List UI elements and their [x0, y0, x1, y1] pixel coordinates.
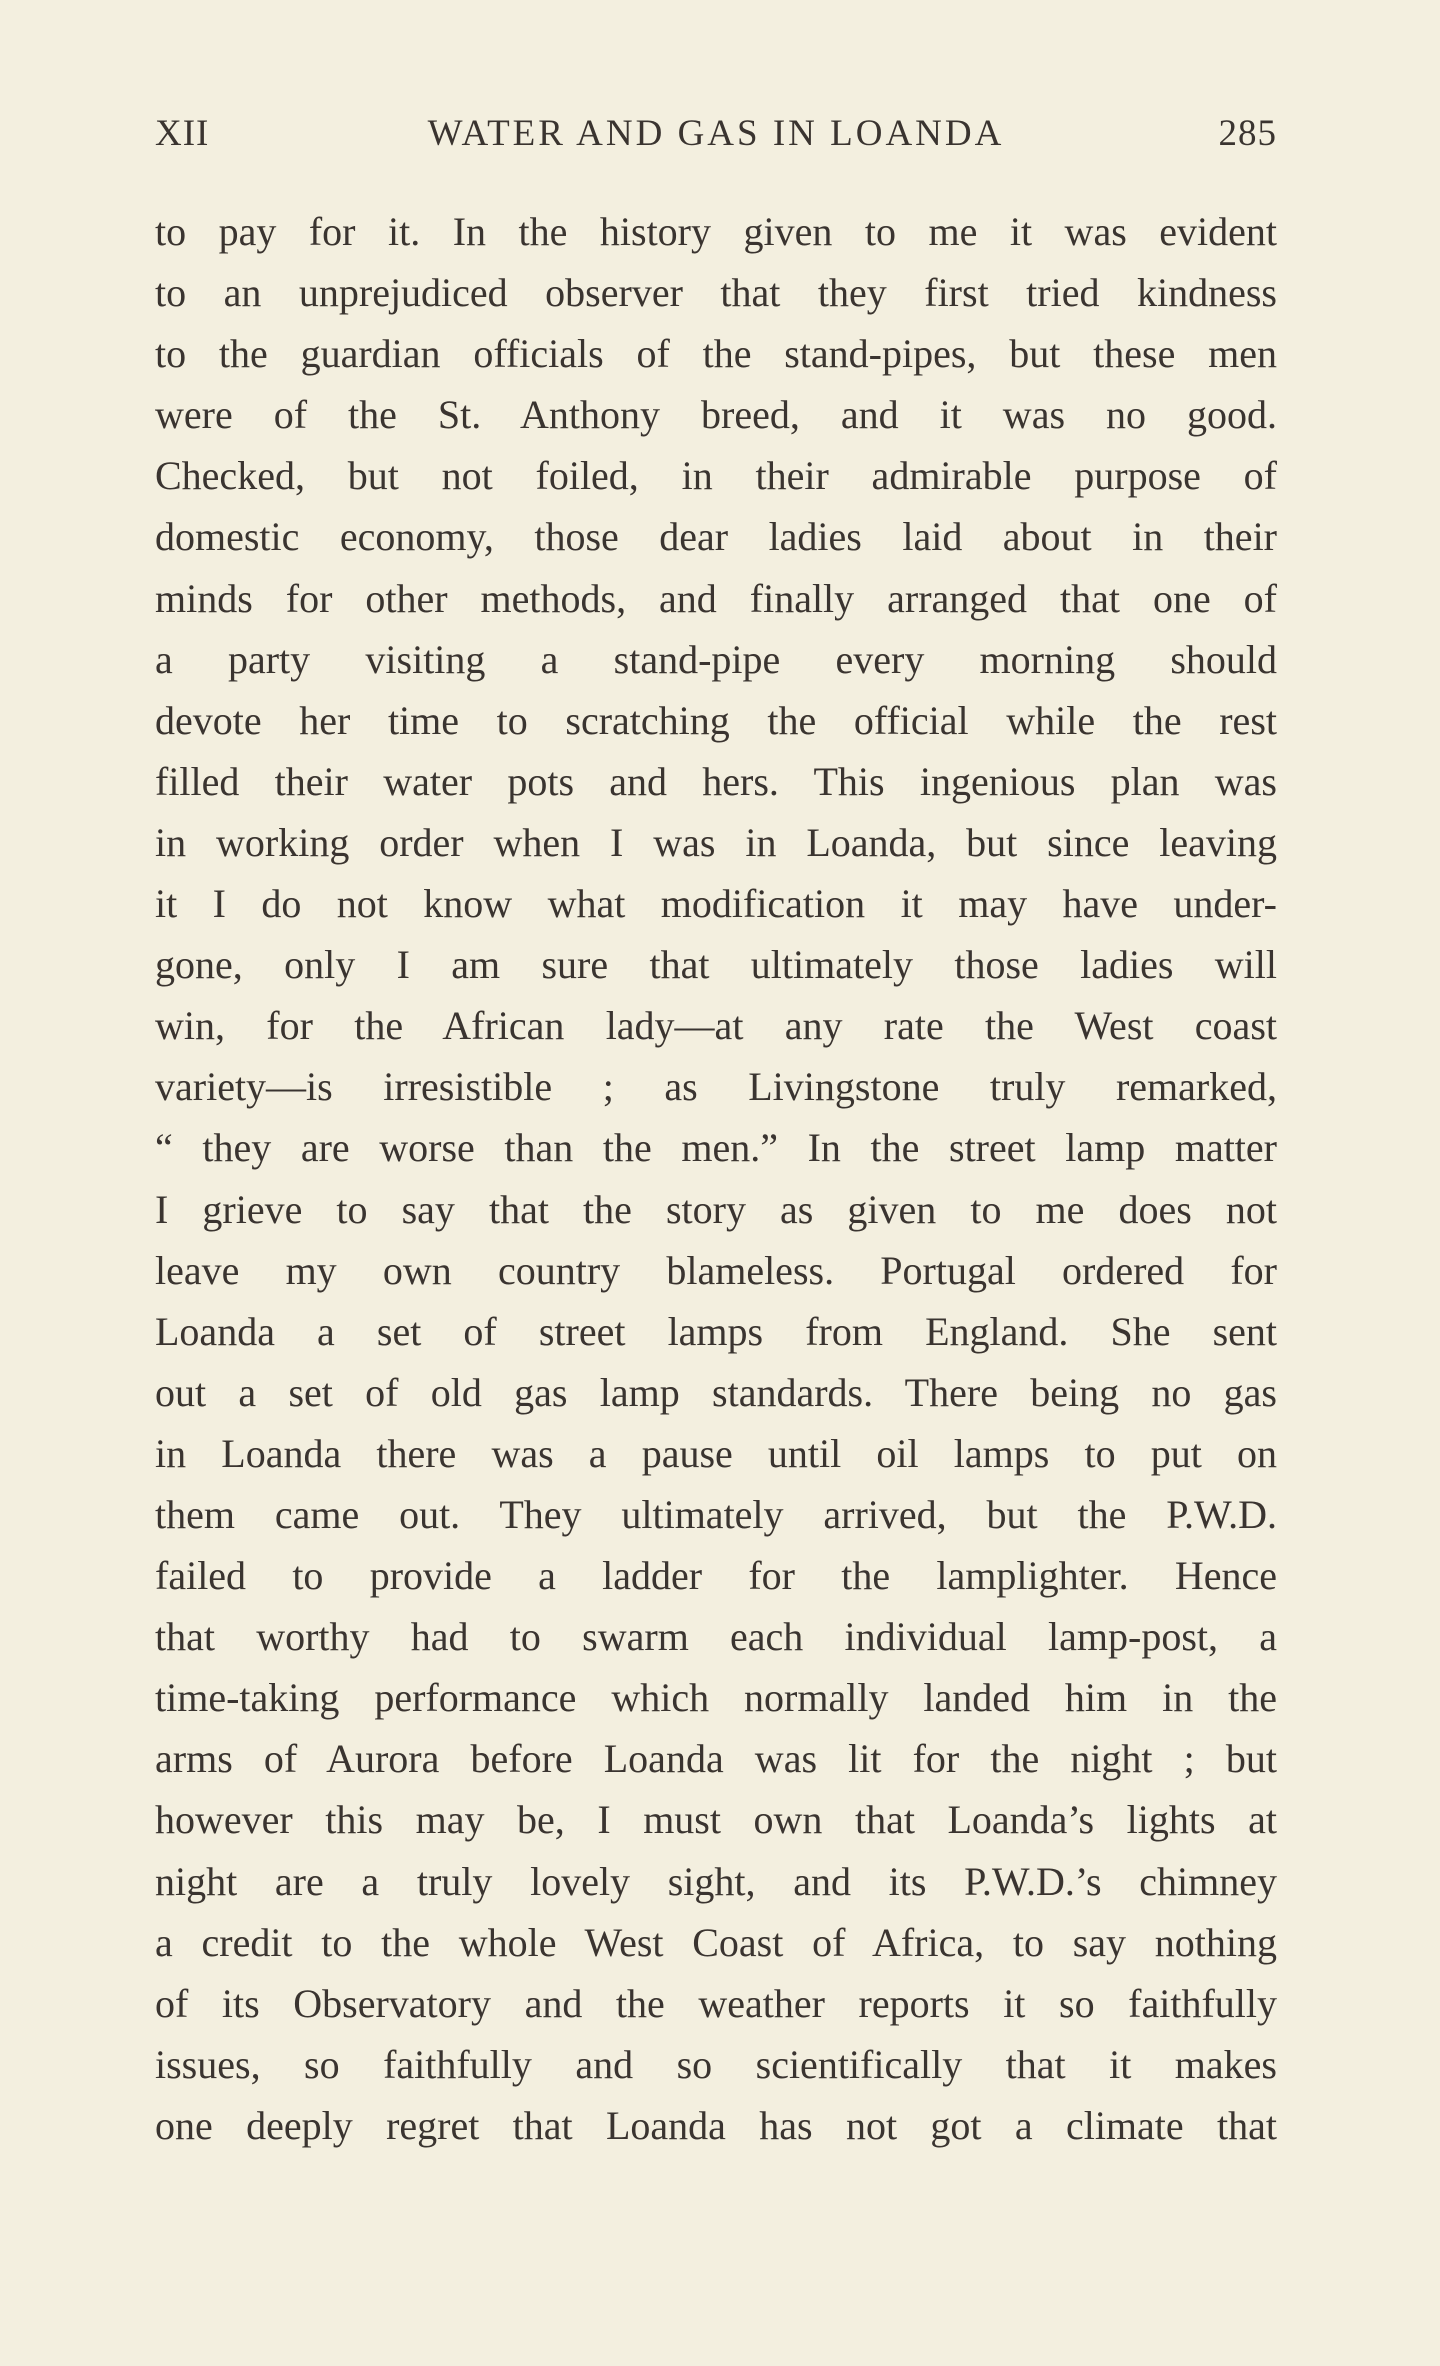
- text-line: minds for other methods, and finally arranged that one of: [155, 575, 1277, 621]
- text-line: domestic economy, those dear ladies laid about in their: [155, 514, 1277, 560]
- text-line: in working order when I was in Loanda, but since leaving: [155, 819, 1277, 865]
- text-line: win, for the African lady—at any rate the West coast: [155, 1003, 1277, 1049]
- running-header: [155, 112, 1277, 164]
- text-line: to pay for it. In the history given to me it was evident: [155, 209, 1277, 254]
- text-line: of its Observatory and the weather reports it so faithfully: [155, 1980, 1277, 2026]
- text-line: issues, so faithfully and so scientifically that it makes: [155, 2041, 1277, 2087]
- running-title: WATER AND GAS IN LOANDA: [427, 113, 1005, 154]
- text-line: a party visiting a stand-pipe every morning should: [155, 636, 1277, 682]
- text-line: variety—is irresistible ; as Livingstone truly remarked,: [155, 1064, 1277, 1110]
- text-line: in Loanda there was a pause until oil lamps to put on: [155, 1430, 1277, 1476]
- text-line: them came out. They ultimately arrived, but the P.W.D.: [155, 1491, 1277, 1537]
- text-line: night are a truly lovely sight, and its P.W.D.’s chimney: [155, 1858, 1277, 1904]
- text-line: out a set of old gas lamp standards. There being no gas: [155, 1369, 1277, 1415]
- text-line: filled their water pots and hers. This ingenious plan was: [155, 758, 1277, 804]
- text-line: failed to provide a ladder for the lamplighter. Hence: [155, 1553, 1277, 1599]
- text-line: that worthy had to swarm each individual lamp-post, a: [155, 1614, 1277, 1660]
- text-line: a credit to the whole West Coast of Africa, to say nothing: [155, 1919, 1277, 1965]
- text-line: to an unprejudiced observer that they first tried kindness: [155, 270, 1277, 316]
- text-line: to the guardian officials of the stand-pipes, but these men: [155, 331, 1277, 377]
- text-line: I grieve to say that the story as given to me does not: [155, 1186, 1277, 1232]
- body-text: [155, 201, 1277, 2156]
- text-line: time-taking performance which normally landed him in the: [155, 1675, 1277, 1721]
- text-line: leave my own country blameless. Portugal ordered for: [155, 1247, 1277, 1293]
- text-line: however this may be, I must own that Loanda’s lights at: [155, 1797, 1277, 1843]
- text-line: Loanda a set of street lamps from England. She sent: [155, 1308, 1277, 1354]
- chapter-number: XII: [155, 113, 210, 154]
- text-line: one deeply regret that Loanda has not got a climate that: [155, 2102, 1277, 2148]
- text-line: gone, only I am sure that ultimately those ladies will: [155, 942, 1277, 988]
- text-line: arms of Aurora before Loanda was lit for the night ; but: [155, 1736, 1277, 1782]
- text-line: were of the St. Anthony breed, and it was no good.: [155, 392, 1277, 438]
- text-line: devote her time to scratching the official while the rest: [155, 697, 1277, 743]
- text-line: Checked, but not foiled, in their admirable purpose of: [155, 453, 1277, 499]
- page-number: 285: [1218, 113, 1277, 154]
- text-line: “ they are worse than the men.” In the street lamp matter: [155, 1125, 1277, 1171]
- text-line: it I do not know what modification it may have under-: [155, 881, 1277, 927]
